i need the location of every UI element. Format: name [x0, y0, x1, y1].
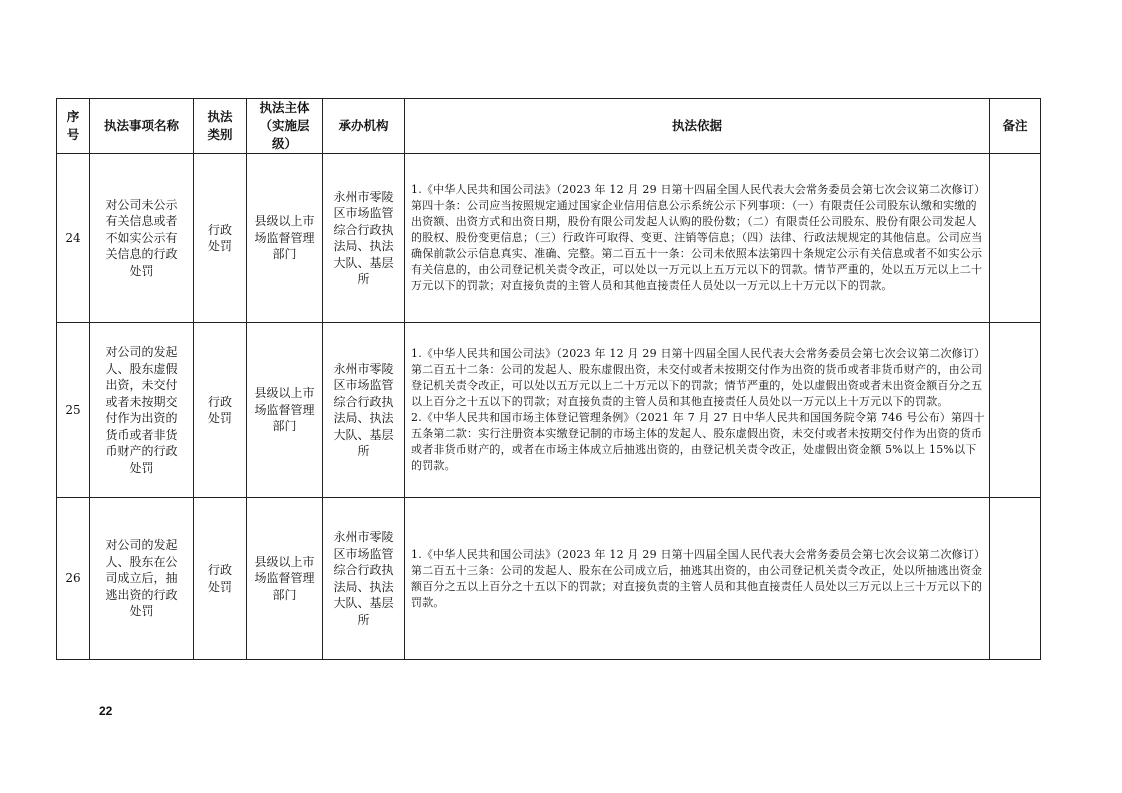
row-agency — [323, 154, 405, 323]
row-subject — [247, 498, 323, 660]
row-remark — [990, 323, 1041, 498]
row-index: 24 — [57, 154, 90, 323]
header-basis: 执法依据 — [405, 99, 990, 154]
row-category-text: 行政处罚 — [207, 222, 232, 253]
row-item-name — [90, 323, 194, 498]
table-row — [57, 323, 1041, 498]
header-name: 执法事项名称 — [90, 99, 194, 154]
row-category — [194, 154, 247, 323]
header-agency: 承办机构 — [323, 99, 405, 154]
row-subject-text: 县级以上市场监督管理部门 — [254, 386, 315, 434]
row-index: 25 — [57, 323, 90, 498]
row-index: 26 — [57, 498, 90, 660]
enforcement-items-table — [56, 98, 1041, 660]
row-category-text: 行政处罚 — [207, 394, 232, 425]
row-category-text: 行政处罚 — [207, 563, 232, 594]
row-agency — [323, 498, 405, 660]
row-agency-text: 永州市零陵区市场监管综合行政执法局、执法大队、基层所 — [333, 189, 394, 286]
row-basis — [405, 323, 990, 498]
row-item-name — [90, 498, 194, 660]
row-agency-text: 永州市零陵区市场监管综合行政执法局、执法大队、基层所 — [333, 530, 394, 627]
table-row — [57, 498, 1041, 660]
basis-paragraph: 1.《中华人民共和国公司法》（2023 年 12 月 29 日第十四届全国人民代表大会常务委员会第七次会议第二次修订）第二百五十二条：公司的发起人、股东虚假出资，未交付或者未按期交付作为出资的货币或者非货币财产的，由公司登记机关责令改正，可以处以五万元以上二十万元以下的罚款；情节严重的，处以虚假出资或者未出资金额百分之五以上百分之十五以下的罚款；对直接负责的主管人员和其他直接责任人员处以一万元以上十万元以下的罚款。 — [411, 347, 983, 408]
table-header-row — [57, 99, 1041, 154]
row-category — [194, 498, 247, 660]
row-basis — [405, 154, 990, 323]
row-subject-text: 县级以上市场监督管理部门 — [254, 214, 315, 262]
table-row — [57, 154, 1041, 323]
header-subject: 执法主体（实施层级） — [247, 99, 323, 154]
page-number: 22 — [99, 704, 113, 718]
row-agency — [323, 323, 405, 498]
row-remark — [990, 154, 1041, 323]
basis-paragraph: 2.《中华人民共和国市场主体登记管理条例》（2021 年 7 月 27 日中华人民共和国国务院令第 746 号公布）第四十五条第二款：实行注册资本实缴登记制的市场主体的发起人、股东虚假出资，未交付或者未按期交付作为出资的货币或者非货币财产的，或者在市场主体成立后抽逃出资的，由登记机关责令改正，处虚假出资金额 5%以上 15%以下的罚款。 — [411, 411, 985, 472]
row-agency-text: 永州市零陵区市场监管综合行政执法局、执法大队、基层所 — [333, 361, 394, 458]
basis-paragraph: 1.《中华人民共和国公司法》（2023 年 12 月 29 日第十四届全国人民代表大会常务委员会第七次会议第二次修订）第四十条：公司应当按照规定通过国家企业信用信息公示系统公示下列事项：（一）有限责任公司股东认缴和实缴的出资额、出资方式和出资日期，股份有限公司发起人认购的股份数；（二）有限责任公司股东、股份有限公司发起人的股权、股份变更信息；（三）行政许可取得、变更、注销等信息；（四）法律、行政法规规定的其他信息。公司应当确保前款公示信息真实、准确、完整。第二百五十一条：公司未依照本法第四十条规定公示有关信息或者不如实公示有关信息的，由公司登记机关责令改正，可以处以一万元以上五万元以下的罚款。情节严重的，处以五万元以上二十万元以下的罚款；对直接负责的主管人员和其他直接责任人员处以一万元以上十万元以下的罚款。 — [411, 183, 983, 292]
header-index: 序号 — [57, 99, 90, 154]
row-category — [194, 323, 247, 498]
basis-paragraph: 1.《中华人民共和国公司法》（2023 年 12 月 29 日第十四届全国人民代表大会常务委员会第七次会议第二次修订）第二百五十三条：公司的发起人、股东在公司成立后，抽逃其出资的，由公司登记机关责令改正，处以所抽逃出资金额百分之五以上百分之十五以下的罚款；对直接负责的主管人员和其他直接责任人员处以三万元以上三十万元以下的罚款。 — [411, 547, 983, 609]
row-item-name-text: 对公司的发起人、股东虚假出资，未交付或者未按期交付作为出资的货币或者非货币财产的行政处罚 — [105, 345, 178, 475]
header-remark: 备注 — [990, 99, 1041, 154]
row-subject-text: 县级以上市场监督管理部门 — [254, 554, 315, 602]
row-subject — [247, 323, 323, 498]
row-subject — [247, 154, 323, 323]
row-basis — [405, 498, 990, 660]
row-item-name-text: 对公司的发起人、股东在公司成立后，抽逃出资的行政处罚 — [105, 538, 178, 619]
header-category: 执法类别 — [194, 99, 247, 154]
row-item-name — [90, 154, 194, 323]
row-remark — [990, 498, 1041, 660]
row-item-name-text: 对公司未公示有关信息或者不如实公示有关信息的行政处罚 — [105, 197, 178, 278]
